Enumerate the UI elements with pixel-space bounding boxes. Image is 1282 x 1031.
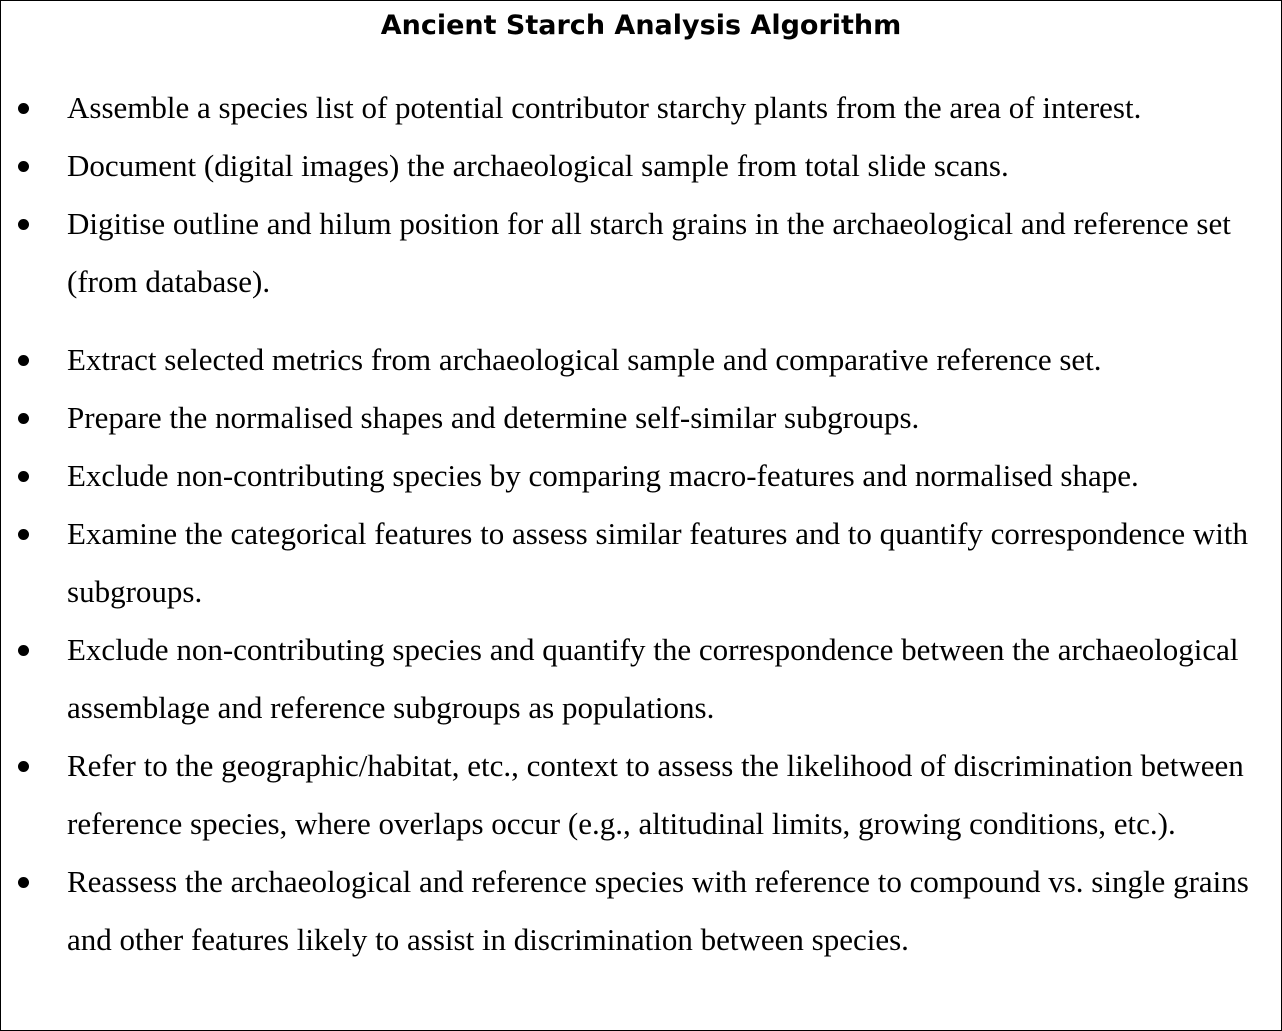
bullet-icon [18, 103, 29, 114]
step-text: Assemble a species list of potential contributor starchy plants from the area of interest. [67, 90, 1142, 125]
bullet-icon [18, 161, 29, 172]
list-item [1, 505, 1281, 621]
list-item [1, 621, 1281, 737]
list-item [1, 737, 1281, 853]
list-item [1, 195, 1281, 311]
list-item [1, 137, 1281, 195]
bullet-icon [18, 355, 29, 366]
list-item [1, 331, 1281, 389]
step-text: Exclude non-contributing species by comparing macro-features and normalised shape. [67, 458, 1139, 493]
document-title: Ancient Starch Analysis Algorithm [380, 10, 902, 41]
bullet-icon [18, 413, 29, 424]
step-text: Prepare the normalised shapes and determine self-similar subgroups. [67, 400, 920, 435]
step-text: Digitise outline and hilum position for all starch grains in the archaeological and reference set (from database). [67, 206, 1231, 299]
bullet-icon [18, 645, 29, 656]
list-item [1, 389, 1281, 447]
step-list [1, 79, 1281, 969]
bullet-icon [18, 219, 29, 230]
list-item [1, 853, 1281, 969]
step-text: Extract selected metrics from archaeological sample and comparative reference set. [67, 342, 1102, 377]
step-text: Exclude non-contributing species and quantify the correspondence between the archaeological assemblage and reference subgroups as populations. [67, 632, 1239, 725]
list-item [1, 447, 1281, 505]
step-text: Refer to the geographic/habitat, etc., context to assess the likelihood of discrimination between reference species, where overlaps occur (e.g., altitudinal limits, growing conditions, etc.). [67, 748, 1244, 841]
step-text: Document (digital images) the archaeological sample from total slide scans. [67, 148, 1009, 183]
bullet-icon [18, 529, 29, 540]
bullet-icon [18, 877, 29, 888]
bullet-icon [18, 471, 29, 482]
step-text: Examine the categorical features to assess similar features and to quantify correspondence with subgroups. [67, 516, 1248, 609]
step-text: Reassess the archaeological and reference species with reference to compound vs. single grains and other features likely to assist in discrimination between species. [67, 864, 1249, 957]
list-item [1, 79, 1281, 137]
bullet-icon [18, 761, 29, 772]
